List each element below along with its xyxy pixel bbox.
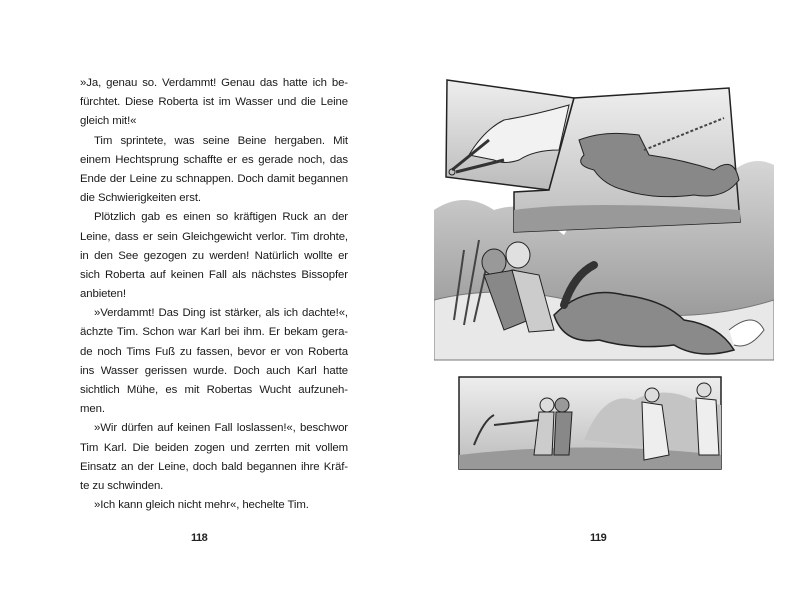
text-line: Plötzlich gab es einen so kräftigen Ruck an der bbox=[94, 211, 348, 224]
page-number-left: 118 bbox=[191, 532, 208, 544]
text-line: Tim sprintete, was seine Beine hergaben. Mit bbox=[94, 134, 348, 147]
text-line: de noch Tims Fuß zu fassen, bevor er von Roberta bbox=[80, 345, 348, 358]
text-line: fürchtet. Diese Roberta ist im Wasser und die Leine bbox=[80, 96, 348, 109]
text-line: anbieten! bbox=[80, 288, 126, 301]
text-line: men. bbox=[80, 403, 105, 416]
comic-illustration bbox=[434, 60, 774, 480]
body-text bbox=[80, 74, 348, 515]
text-line: einem Hechtsprung schaffte er es gerade noch, das bbox=[80, 153, 348, 166]
text-line: die Schwierigkeiten erst. bbox=[80, 192, 201, 205]
text-line: Einsatz an der Leine, doch bald begannen ihre Kräf- bbox=[80, 460, 348, 473]
text-line: Leine, dass er sein Gleichgewicht verlor. Tim drohte, bbox=[80, 230, 348, 243]
panel-chase bbox=[459, 377, 721, 469]
text-line: sichtlich Mühe, es mit Robertas Wucht aufzuneh- bbox=[80, 384, 348, 396]
text-line: »Wir dürfen auf keinen Fall loslassen!«, beschwor bbox=[94, 422, 348, 435]
text-line: Ende der Leine zu schnappen. Doch damit begannen bbox=[80, 172, 348, 185]
text-line: ins Wasser gerissen wurde. Doch auch Karl hatte bbox=[80, 364, 348, 377]
text-line: »Ich kann gleich nicht mehr«, hechelte Tim. bbox=[94, 499, 309, 512]
text-line: ächzte Tim. Schon war Karl bei ihm. Er bekam gera- bbox=[80, 326, 348, 339]
text-line: gleich mit!« bbox=[80, 115, 137, 128]
text-line: sich Roberta auf keinen Fall als nächstes Bissopfer bbox=[80, 268, 348, 281]
page-number-right: 119 bbox=[590, 532, 607, 544]
text-line: »Ja, genau so. Verdammt! Genau das hatte ich be- bbox=[80, 77, 348, 89]
text-line: te zu schwinden. bbox=[80, 479, 164, 492]
text-line: »Verdammt! Das Ding ist stärker, als ich dachte!«, bbox=[94, 307, 348, 320]
right-page bbox=[400, 0, 800, 590]
text-line: in den See gezogen zu werden! Natürlich wollte er bbox=[80, 249, 348, 262]
text-line: Tim Karl. Die beiden zogen und zerrten mit vollem bbox=[80, 441, 348, 454]
